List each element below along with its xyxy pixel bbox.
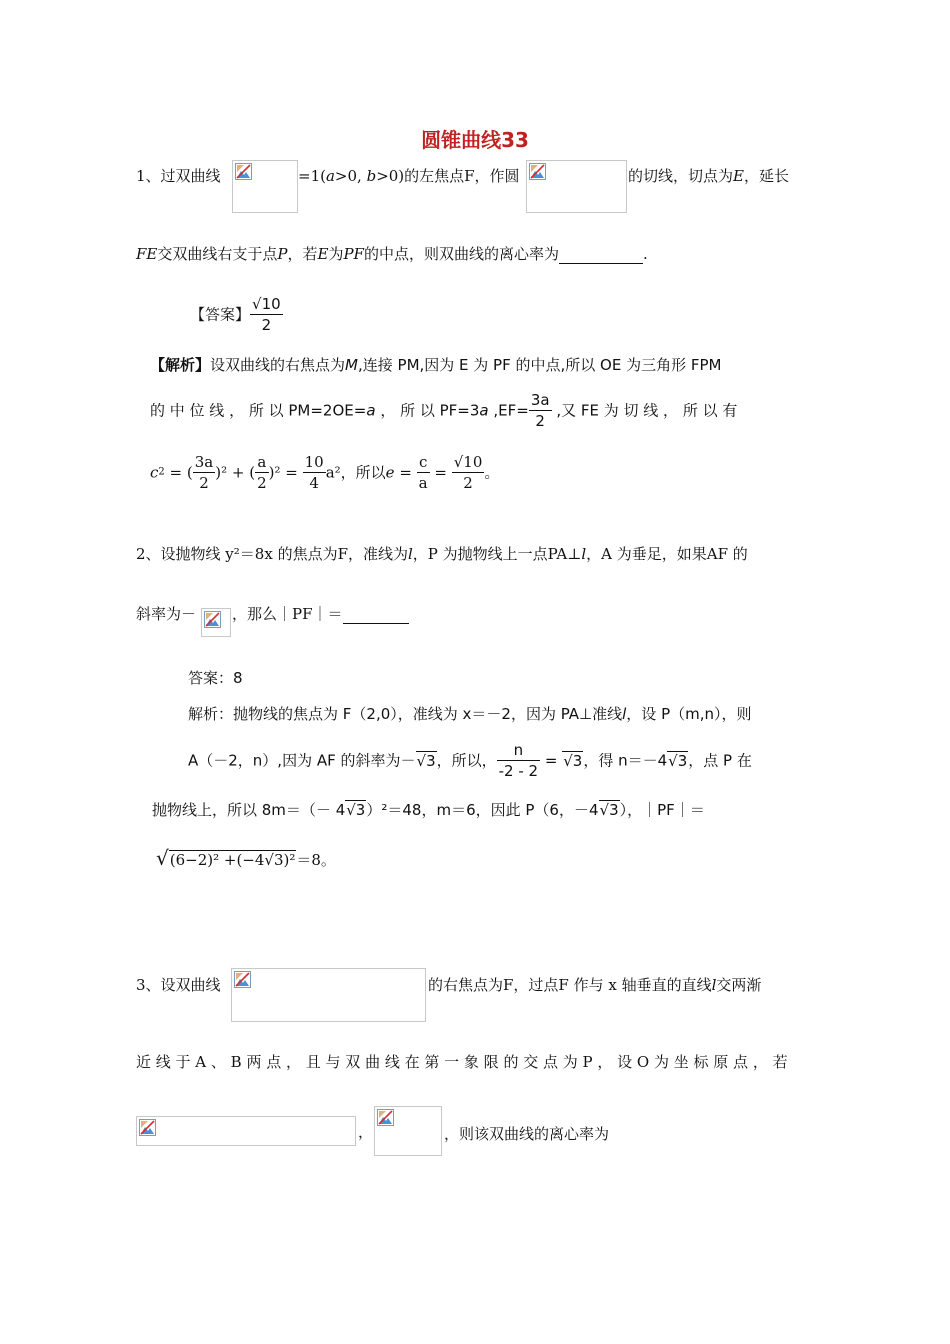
q2-analysis-line2: A（－2，n）,因为 AF 的斜率为－√3，所以， $\frac{n}{-2 - 2}$ = √3，得 n＝－4√3，点 P 在	[188, 741, 752, 780]
broken-image-icon	[529, 163, 546, 180]
q3-hyperbola-formula-image	[231, 968, 426, 1022]
q1-analysis-line3: c2 = ( $\frac{3a}{2}$ )² + ( $\frac{a}{2}$ )² = $\frac{10}{4}$ a²，所以e = $\frac{c}{a}$ = $\frac{√10}{2}$ 。	[150, 453, 500, 492]
q1-line2: FE交双曲线右支于点P，若E为PF的中点，则双曲线的离心率为 .	[136, 245, 648, 263]
q3-line1-start: 3、设双曲线	[136, 976, 221, 994]
q2-line2-start: 斜率为－	[136, 605, 197, 623]
page-title: 圆锥曲线33	[421, 128, 529, 152]
q1-circle-formula-image	[526, 160, 627, 213]
fraction-n-over-minus4: $\frac{n}{-2 - 2}$	[498, 741, 539, 780]
ef-fraction: $\frac{3a}{2}$	[530, 391, 550, 430]
answer-blank	[343, 607, 409, 624]
broken-image-icon	[377, 1109, 394, 1126]
q2-slope-image	[201, 608, 231, 637]
fraction-sqrt10-2: $\frac{√10}{2}$	[453, 453, 483, 492]
q3-line2: 近 线 于 A 、 B 两 点 ， 且 与 双 曲 线 在 第 一 象 限 的 交 点 为 P ， 设 O 为 坐 标 原 点 ， 若	[136, 1053, 788, 1071]
answer-blank	[559, 247, 643, 264]
q1-analysis-line1: 【解析】设双曲线的右焦点为M,连接 PM,因为 E 为 PF 的中点,所以 OE 为三角形 FPM	[150, 356, 722, 374]
q2-analysis-line1: 解析：抛物线的焦点为 F（2,0），准线为 x＝－2，因为 PA⊥准线l，设 P（m,n），则	[188, 705, 752, 723]
q1-hyperbola-formula-image	[232, 160, 298, 213]
fraction-10-4: $\frac{10}{4}$	[304, 453, 324, 492]
q1-line1-end: 的切线，切点为E，延长	[628, 167, 789, 185]
broken-image-icon	[234, 971, 251, 988]
broken-image-icon	[139, 1119, 156, 1136]
fraction-a-2: $\frac{a}{2}$	[257, 453, 267, 492]
q3-line1-end: 的右焦点为F，过点F 作与 x 轴垂直的直线l交两渐	[428, 976, 762, 994]
q2-analysis-line3: 抛物线上，所以 8m＝（－ 4√3）²＝48，m＝6，因此 P（6，－4√3），｜PF｜＝	[152, 801, 705, 819]
q1-answer: 【答案】 $\frac{√10}{2}$	[190, 295, 281, 334]
q2-line1: 2、设抛物线 y²＝8x 的焦点为F，准线为l，P 为抛物线上一点PA⊥l，A 为垂足，如果AF 的	[136, 545, 748, 563]
fraction-3a-2: $\frac{3a}{2}$	[194, 453, 214, 492]
q3-parameter-image	[374, 1106, 442, 1156]
broken-image-icon	[204, 611, 221, 628]
q2-analysis-line4: √(6−2)² +(−4√3)²＝8。	[156, 846, 336, 870]
broken-image-icon	[235, 163, 252, 180]
q1-answer-fraction: $\frac{√10}{2}$	[252, 295, 281, 334]
q2-answer: 答案：8	[188, 669, 243, 687]
q2-line2-end: ，那么｜PF｜＝	[232, 604, 409, 624]
q1-analysis-line2: 的 中 位 线 ， 所 以 PM=2OE=a ， 所 以 PF=3a ,EF= $\frac{3a}{2}$ ,又 FE 为 切 线 ， 所 以 有	[150, 391, 738, 430]
q3-condition-formula-image	[136, 1116, 356, 1146]
q3-line3-end: ，则该双曲线的离心率为	[444, 1125, 610, 1143]
q1-line1-start: 1、过双曲线	[136, 167, 221, 185]
q1-line1-mid: =1(a>0, b>0)的左焦点F，作圆	[298, 167, 520, 185]
fraction-c-a: $\frac{c}{a}$	[418, 453, 428, 492]
q3-line3-comma: ，	[358, 1123, 374, 1141]
